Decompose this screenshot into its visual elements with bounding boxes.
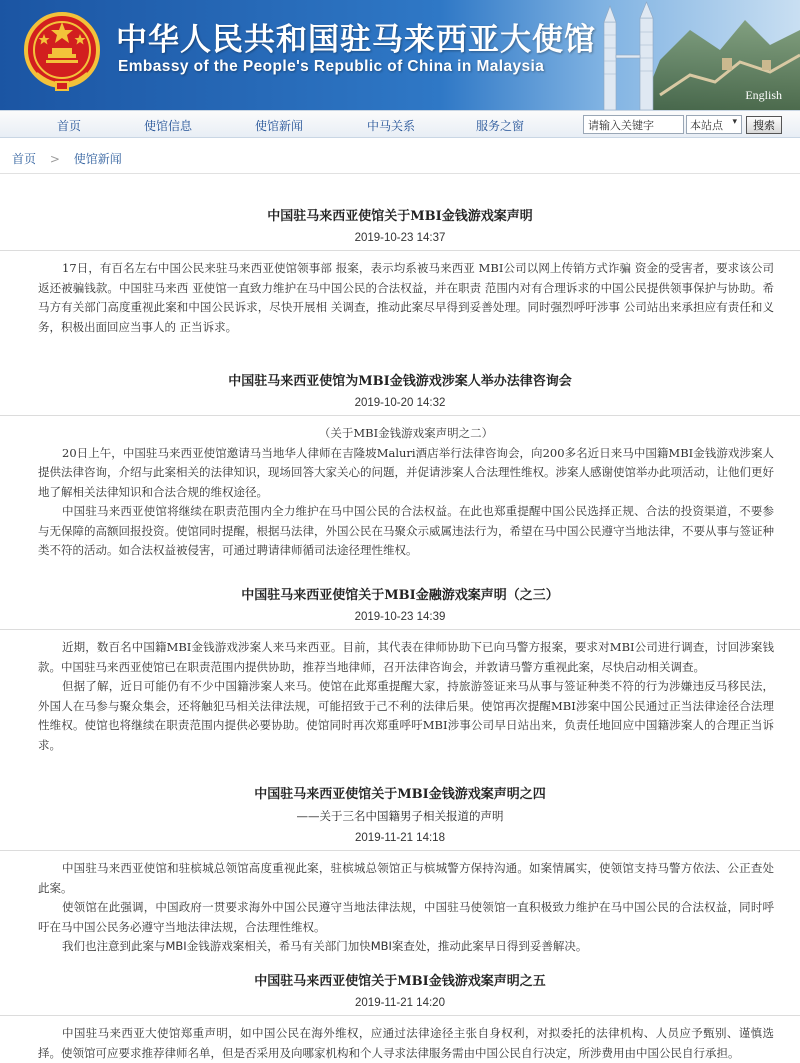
breadcrumb <box>0 138 800 174</box>
main-nav <box>0 110 800 138</box>
article-paragraph: 我们也注意到此案与MBI金钱游戏案相关，希马有关部门加快MBI案查处，推动此案早日得到妥善解决。 <box>62 939 588 953</box>
article-title[interactable]: 中国驻马来西亚使馆关于MBI金融游戏案声明（之三） <box>241 588 559 603</box>
article-date: 2019-11-21 14:20 <box>355 997 445 1009</box>
nav-item-embassy-info[interactable]: 使馆信息 <box>144 119 193 133</box>
search-button[interactable]: 搜索 <box>746 116 782 134</box>
article-paragraph: 中国驻马来西亚使馆将继续在职责范围内全力维护在马中国公民的合法权益。在此也郑重提醒中国公民选择正规、合法的投资渠道，不要参与无保障的高额回报投资。使馆同时提醒，根据马法律，外国公民在马聚众示威属违法行为，希望在马中国公民遵守当地法律，不要从事与签证种类不符的活动。如合法权益被侵害，可通过聘请律师循司法途径理性维权。 <box>38 504 774 557</box>
breadcrumb-separator: > <box>49 152 60 166</box>
article-title[interactable]: 中国驻马来西亚使馆关于MBI金钱游戏案声明之五 <box>254 974 546 989</box>
article-date: 2019-10-23 14:39 <box>354 611 446 623</box>
article-body <box>0 416 800 561</box>
article-date: 2019-10-20 14:32 <box>354 397 446 409</box>
article-body <box>0 251 800 337</box>
breadcrumb-home[interactable]: 首页 <box>12 152 37 166</box>
search-scope-select[interactable] <box>686 115 742 134</box>
article-paragraph: 中国驻马来西亚使馆和驻槟城总领馆高度重视此案，驻槟城总领馆正与槟城警方保持沟通。如案情属实，使领馆支持马警方依法、公正查处此案。 <box>38 861 774 895</box>
search-scope-value: 本站点 <box>690 119 723 132</box>
article-date: 2019-11-21 14:18 <box>355 832 445 844</box>
article-statement-1 <box>0 205 800 337</box>
article-statement-5 <box>0 970 800 1063</box>
chevron-down-icon: ▾ <box>732 117 737 127</box>
article-paragraph: 使领馆在此强调，中国政府一贯要求海外中国公民遵守当地法律法规，中国驻马使领馆一直积极致力维护在马中国公民的合法权益，同时呼吁在马中国公民务必遵守当地法律法规，合法理性维权。 <box>38 900 774 934</box>
article-paragraph: 但据了解，近日可能仍有不少中国籍涉案人来马。使馆在此郑重提醒大家，持旅游签证来马从事与签证种类不符的行为涉嫌违反马移民法，外国人在马参与聚众集会，还将触犯马相关法律法规，可能招致于己不利的法律后果。使馆再次提醒MBI涉案中国公民通过正当法律途径合法理性维权。使馆也将继续在职责范围内提供必要协助。使馆同时再次郑重呼吁MBI涉事公司早日站出来，负责任地回应中国籍涉案人的合理正当诉求。 <box>38 679 774 752</box>
article-statement-3 <box>0 584 800 755</box>
article-subtitle: （关于MBI金钱游戏案声明之二） <box>318 426 494 440</box>
site-title-chinese: 中华人民共和国驻马来西亚大使馆 <box>116 22 596 58</box>
english-version-link[interactable]: English <box>745 88 782 102</box>
breadcrumb-current[interactable]: 使馆新闻 <box>73 152 122 166</box>
article-paragraph: 中国驻马来西亚大使馆郑重声明，如中国公民在海外维权，应通过法律途径主张自身权利，对拟委托的法律机构、人员应予甄别、谨慎选择。使领馆可应要求推荐律师名单，但是否采用及向哪家机构和个人寻求法律服务需由中国公民自行决定，所涉费用由中国公民自行承担。 <box>38 1026 774 1060</box>
article-paragraph: 20日上午，中国驻马来西亚使馆邀请马当地华人律师在吉隆坡Maluri酒店举行法律咨询会，向200多名近日来马中国籍MBI金钱游戏涉案人提供法律咨询，介绍与此案相关的法律知识，现场回答大家关心的问题，并促请涉案人合法理性维权。涉案人感谢使馆举办此项活动，让他们更好地了解相关法律知识和合法合规的维权途径。 <box>38 445 774 499</box>
article-paragraph: 近期，数百名中国籍MBI金钱游戏涉案人来马来西亚。目前，其代表在律师协助下已向马警方报案，要求对MBI公司进行调查，讨回涉案钱款。中国驻马来西亚使馆已在职责范围内提供协助，推荐当地律师，召开法律咨询会，并敦请马警方重视此案，尽快启动相关调查。 <box>38 640 774 674</box>
article-paragraph: 17日，有百名左右中国公民来驻马来西亚使馆领事部 报案，表示均系被马来西亚 MBI公司以网上传销方式诈骗 资金的受害者，要求该公司返还被骗钱款。中国驻马来西 亚使馆一直致力维护在马中国公民的合法权益，并在职责 范围内对有合理诉求的中国公民提供领事保护与协助。希 马方有关部门高度重视此案和中国公民诉求，尽快开展相 关调查，推动此案尽早得到妥善处理。同时强烈呼吁涉事 公司站出来承担应有责任和义务，积极出面回应当事人的 正当诉求。 <box>38 261 774 334</box>
article-title[interactable]: 中国驻马来西亚使馆为MBI金钱游戏涉案人举办法律咨询会 <box>228 374 572 389</box>
article-body <box>0 1016 800 1063</box>
site-title-english: Embassy of the People's Republic of China in Malaysia <box>118 58 545 75</box>
national-emblem-icon <box>22 10 102 94</box>
header-banner <box>0 0 800 110</box>
article-statement-2 <box>0 370 800 561</box>
article-subtitle: ——关于三名中国籍男子相关报道的声明 <box>296 809 504 823</box>
search-input[interactable] <box>583 115 684 134</box>
nav-item-embassy-news[interactable]: 使馆新闻 <box>255 119 304 133</box>
article-title[interactable]: 中国驻马来西亚使馆关于MBI金钱游戏案声明 <box>267 209 533 224</box>
nav-item-service-window[interactable]: 服务之窗 <box>476 119 525 133</box>
nav-item-china-malaysia-relations[interactable]: 中马关系 <box>367 119 416 133</box>
article-statement-4 <box>0 783 800 957</box>
article-body <box>0 851 800 957</box>
article-body <box>0 630 800 755</box>
article-title[interactable]: 中国驻马来西亚使馆关于MBI金钱游戏案声明之四 <box>254 787 546 802</box>
article-date: 2019-10-23 14:37 <box>354 232 446 244</box>
nav-item-home[interactable]: 首页 <box>57 119 82 133</box>
